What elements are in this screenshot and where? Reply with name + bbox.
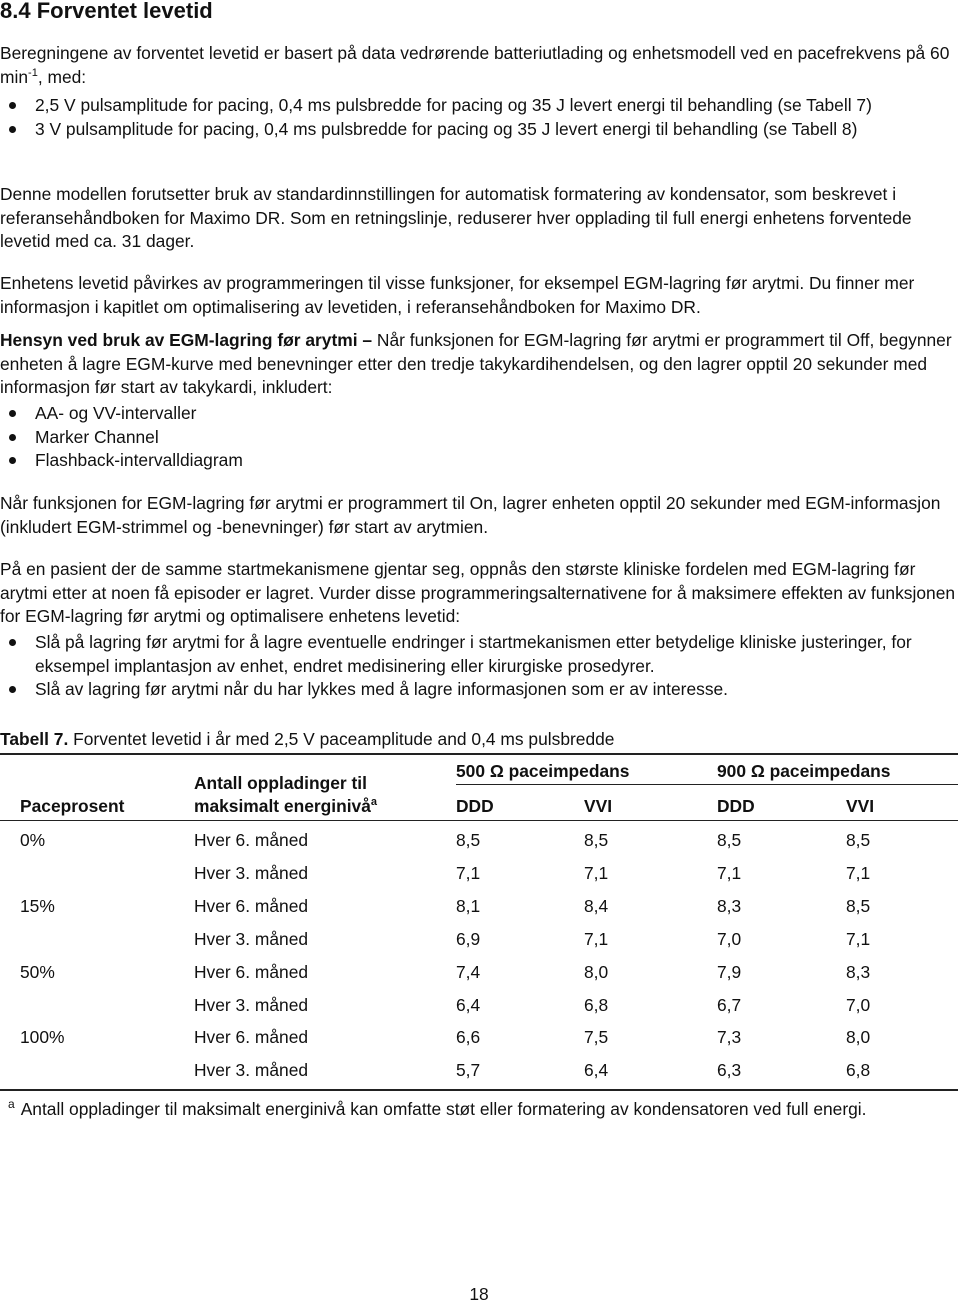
cell-paceprosent: 100% [20,1027,65,1047]
intro-bullet-list [0,94,958,141]
on-paragraph: Når funksjonen for EGM-lagring før arytmi er programmert til On, lagrer enheten opptil 20 sekunder med EGM-informasjon (inkludert EGM-strimmel og -benevninger) før start av arytmien. [0,493,941,537]
cell-frequency: Hver 6. måned [194,962,309,982]
header-antall-line1: Antall oppladinger til [194,773,367,793]
cell-frequency: Hver 3. måned [194,929,309,949]
cell-ddd-500: 8,5 [456,830,481,850]
cell-ddd-500: 5,7 [456,1060,481,1080]
cell-ddd-900: 8,5 [717,830,742,850]
cell-vvi-900: 8,5 [846,830,871,850]
list-item: Marker Channel [0,426,958,450]
intro-paragraph [0,42,958,89]
cell-ddd-900: 6,3 [717,1060,742,1080]
list-item: Slå på lagring før arytmi for å lagre eventuelle endringer i startmekanismen etter betydelige kliniske justeringer, for eksempel implantasjon av enhet, endret medisinering eller kirurgiske prosedyrer. [0,631,958,678]
cell-paceprosent: 50% [20,962,55,982]
cell-vvi-900: 8,5 [846,896,871,916]
header-antall-line2 [194,795,377,817]
header-ddd-500: DDD [456,796,494,816]
group-header-rule [456,784,958,785]
list-item: 3 V pulsamplitude for pacing, 0,4 ms pulsbredde for pacing og 35 J levert energi til behandling (se Tabell 8) [0,118,958,142]
cell-frequency: Hver 3. måned [194,1060,309,1080]
header-antall-footnote-mark: a [370,796,378,808]
cell-frequency: Hver 6. måned [194,830,309,850]
table-caption-label: Tabell 7. [0,729,69,749]
intro-text-end: , med: [37,66,87,87]
cell-ddd-900: 7,3 [717,1027,742,1047]
list-item: Slå av lagring før arytmi når du har lykkes med å lagre informasjonen som er av interesse. [0,678,958,702]
list-item: 2,5 V pulsamplitude for pacing, 0,4 ms pulsbredde for pacing og 35 J levert energi til behandling (se Tabell 7) [0,94,958,118]
table-caption-text: Forventet levetid i år med 2,5 V paceamplitude and 0,4 ms pulsbredde [68,729,615,749]
section-title: 8.4 Forventet levetid [0,0,213,23]
cell-vvi-500: 8,0 [584,962,609,982]
cell-frequency: Hver 3. måned [194,995,309,1015]
header-500-ohm: 500 Ω paceimpedans [456,761,630,781]
cell-ddd-500: 7,4 [456,962,481,982]
header-ddd-900: DDD [717,796,755,816]
cell-vvi-500: 6,4 [584,1060,609,1080]
hensyn-paragraph [0,329,958,400]
cell-paceprosent: 0% [20,830,46,850]
table-bottom-rule [0,1089,958,1091]
intro-text: Beregningene av forventet levetid er basert på data vedrørende batteriutlading og enhetsmodell ved en pacefrekvens på 60 min [0,43,950,87]
table-top-rule [0,753,958,755]
cell-paceprosent: 15% [20,896,55,916]
model-paragraph: Denne modellen forutsetter bruk av standardinnstillingen for automatisk formatering av kondensator, som beskrevet i referansehåndboken for Maximo DR. Som en retningslinje, reduserer hver opplading til full energi enhetens forventede levetid med ca. 31 dager. [0,184,912,251]
cell-ddd-500: 8,1 [456,896,481,916]
patient-bullet-list [0,631,958,702]
cell-vvi-500: 7,1 [584,863,609,883]
header-bottom-rule [0,820,958,821]
page-number: 18 [469,1284,489,1304]
header-vvi-500: VVI [584,796,613,816]
cell-ddd-900: 7,0 [717,929,742,949]
cell-vvi-900: 7,0 [846,995,871,1015]
list-item: AA- og VV-intervaller [0,402,958,426]
table-footnote [0,1098,867,1120]
cell-vvi-900: 8,3 [846,962,871,982]
cell-frequency: Hver 6. måned [194,1027,309,1047]
cell-frequency: Hver 3. måned [194,863,309,883]
cell-ddd-500: 6,6 [456,1027,481,1047]
header-900-ohm: 900 Ω paceimpedans [717,761,891,781]
cell-vvi-900: 7,1 [846,863,871,883]
hensyn-heading: Hensyn ved bruk av EGM-lagring før arytmi – [0,330,373,350]
cell-ddd-900: 6,7 [717,995,742,1015]
header-antall-text: maksimalt energinivå [194,796,371,816]
patient-paragraph: På en pasient der de samme startmekanismene gjentar seg, oppnås den største kliniske fordelen med EGM-lagring før arytmi etter at noen få episoder er lagret. Vurder disse programmeringsalternativene for å maksimere effekten av funksjonen for EGM-lagring før arytmi og optimalisere enhetens levetid: [0,559,956,626]
cell-ddd-500: 7,1 [456,863,481,883]
cell-ddd-500: 6,4 [456,995,481,1015]
cell-ddd-900: 8,3 [717,896,742,916]
egm-paragraph: Enhetens levetid påvirkes av programmeringen til visse funksjoner, for eksempel EGM-lagring før arytmi. Du finner mer informasjon i kapitlet om optimalisering av levetiden, i referansehåndboken for Maximo DR. [0,273,915,317]
hensyn-bullet-list [0,402,958,473]
cell-vvi-500: 8,4 [584,896,609,916]
header-paceprosent: Paceprosent [20,796,125,816]
header-vvi-900: VVI [846,796,875,816]
cell-vvi-500: 7,1 [584,929,609,949]
footnote-mark: a [8,1097,15,1111]
cell-vvi-500: 6,8 [584,995,609,1015]
cell-vvi-900: 7,1 [846,929,871,949]
cell-ddd-900: 7,9 [717,962,742,982]
cell-vvi-900: 8,0 [846,1027,871,1047]
list-item: Flashback-intervalldiagram [0,449,958,473]
cell-frequency: Hver 6. måned [194,896,309,916]
cell-ddd-500: 6,9 [456,929,481,949]
cell-vvi-500: 7,5 [584,1027,609,1047]
cell-vvi-500: 8,5 [584,830,609,850]
footnote-text: Antall oppladinger til maksimalt energinivå kan omfatte støt eller formatering av kondensatoren ved full energi. [20,1099,867,1119]
cell-vvi-900: 6,8 [846,1060,871,1080]
hensyn-text: Når funksjonen for EGM-lagring før arytmi er programmert til Off, begynner enheten å lagre EGM-kurve med benevninger etter den tredje takykardihendelsen, og den lagrer opptil 20 sekunder med informasjon før start av takykardi, inkludert: [0,330,952,397]
cell-ddd-900: 7,1 [717,863,742,883]
intro-superscript: -1 [28,66,38,79]
table-caption [0,728,614,750]
